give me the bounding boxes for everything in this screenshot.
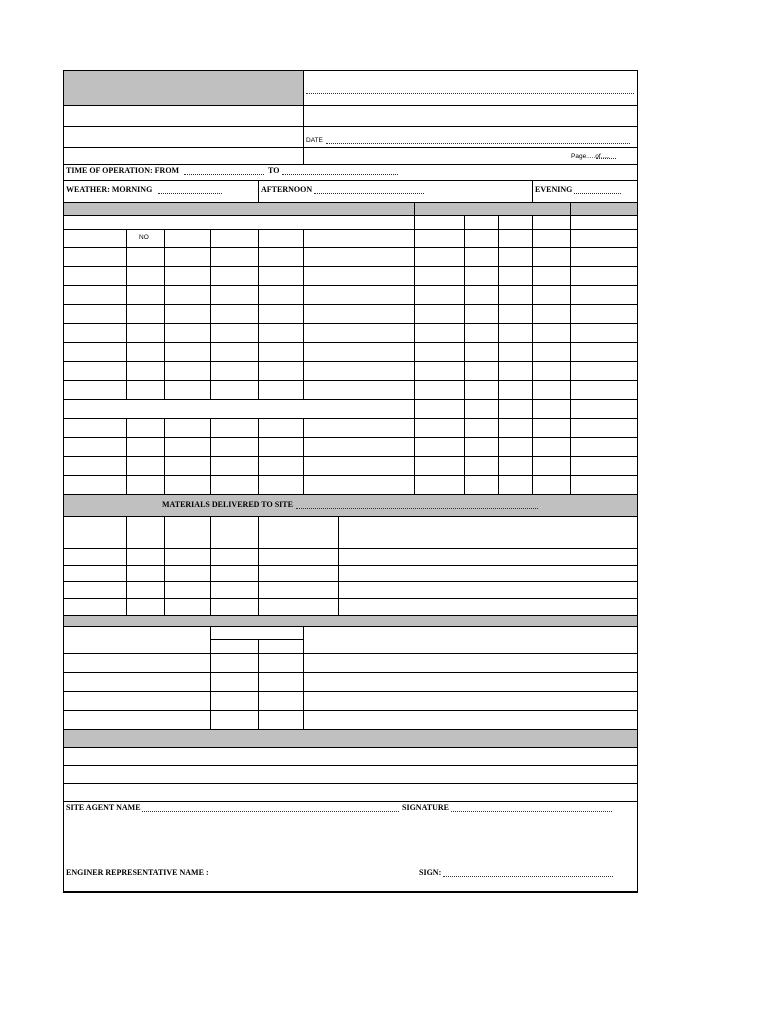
grid-line	[63, 202, 638, 203]
grid-line	[210, 639, 304, 640]
grid-line	[258, 180, 259, 203]
grid-line	[258, 229, 259, 400]
signature-label: SIGNATURE	[402, 803, 449, 812]
grid-line	[63, 615, 638, 616]
grid-line	[63, 247, 638, 248]
grid-line	[63, 323, 638, 324]
grid-line	[63, 729, 638, 730]
materials-delivered-label: MATERIALS DELIVERED TO SITE	[162, 500, 293, 509]
grid-line	[63, 801, 638, 802]
sign-dotted-line	[443, 876, 613, 877]
grid-line	[303, 229, 304, 400]
grid-line	[63, 691, 638, 692]
section-header-band	[64, 203, 637, 215]
grid-line	[63, 783, 638, 784]
grid-line	[63, 399, 638, 400]
grid-line	[210, 418, 211, 495]
site-agent-dotted-line	[142, 811, 399, 812]
grid-line	[63, 215, 638, 216]
page-label: Page.....of.....	[571, 153, 610, 160]
grid-line	[498, 215, 499, 495]
grid-line	[63, 126, 638, 127]
time-of-operation-from-label: TIME OF OPERATION: FROM	[66, 166, 180, 175]
grid-line	[63, 598, 638, 599]
grid-line	[63, 418, 638, 419]
morning-dotted-line	[158, 193, 222, 194]
grid-line	[63, 747, 638, 748]
weather-morning-label: WEATHER: MORNING	[66, 185, 153, 194]
materials-header-band	[64, 494, 637, 516]
date-label: DATE	[306, 137, 323, 144]
grid-line	[164, 229, 165, 400]
grid-line	[414, 202, 415, 495]
grid-line	[63, 672, 638, 673]
grid-line	[63, 548, 638, 549]
grid-line	[63, 304, 638, 305]
grid-line	[63, 342, 638, 343]
no-column-label: NO	[139, 234, 149, 241]
signature-dotted-line	[451, 811, 612, 812]
grid-line	[63, 266, 638, 267]
grid-line	[338, 516, 339, 616]
title-dotted-line	[306, 93, 634, 94]
afternoon-label: AFTERNOON	[261, 185, 313, 194]
grid-line	[63, 475, 638, 476]
grid-line	[210, 229, 211, 400]
grid-line	[63, 229, 638, 230]
grid-line	[164, 418, 165, 495]
materials-dotted-line	[296, 508, 538, 509]
site-agent-name-label: SITE AGENT NAME	[66, 803, 141, 812]
grid-line	[63, 765, 638, 766]
grid-line	[63, 626, 638, 627]
grid-line	[63, 581, 638, 582]
grid-line	[570, 202, 571, 495]
grid-line	[532, 215, 533, 495]
grid-line	[63, 105, 638, 106]
grid-line	[63, 70, 638, 71]
afternoon-dotted-line	[314, 193, 424, 194]
grid-line	[63, 285, 638, 286]
grid-line	[303, 626, 304, 730]
grid-line	[63, 456, 638, 457]
grid-line	[637, 70, 638, 892]
grid-line	[464, 215, 465, 495]
date-dotted-line	[326, 143, 630, 144]
engineer-representative-name-label: ENGINER REPRESENTATIVE NAME :	[66, 868, 209, 877]
grid-line	[63, 516, 638, 517]
sign-label: SIGN:	[419, 868, 442, 877]
grid-line	[126, 229, 127, 400]
grid-line	[258, 516, 259, 616]
grid-line	[63, 710, 638, 711]
grid-line	[303, 418, 304, 495]
grid-line	[63, 180, 638, 181]
grid-line	[126, 516, 127, 616]
grid-line	[258, 418, 259, 495]
grid-line	[63, 70, 64, 892]
section-band	[64, 615, 637, 626]
evening-dotted-line	[574, 193, 621, 194]
grid-line	[63, 361, 638, 362]
header-shaded-cell	[64, 71, 303, 105]
grid-line	[63, 147, 638, 148]
grid-line	[303, 70, 304, 165]
grid-line	[63, 380, 638, 381]
to-dotted-line	[282, 174, 398, 175]
grid-line	[63, 891, 638, 893]
grid-line	[126, 418, 127, 495]
grid-line	[63, 437, 638, 438]
grid-line	[532, 180, 533, 203]
grid-line	[164, 516, 165, 616]
grid-line	[210, 516, 211, 616]
time-of-operation-to-label: TO	[268, 166, 280, 175]
grid-line	[63, 494, 638, 495]
grid-line	[63, 653, 638, 654]
from-dotted-line	[184, 174, 264, 175]
evening-label: EVENING	[535, 185, 573, 194]
grid-line	[63, 565, 638, 566]
grid-line	[63, 164, 638, 165]
remarks-header-band	[64, 729, 637, 747]
grid-line	[210, 626, 211, 730]
